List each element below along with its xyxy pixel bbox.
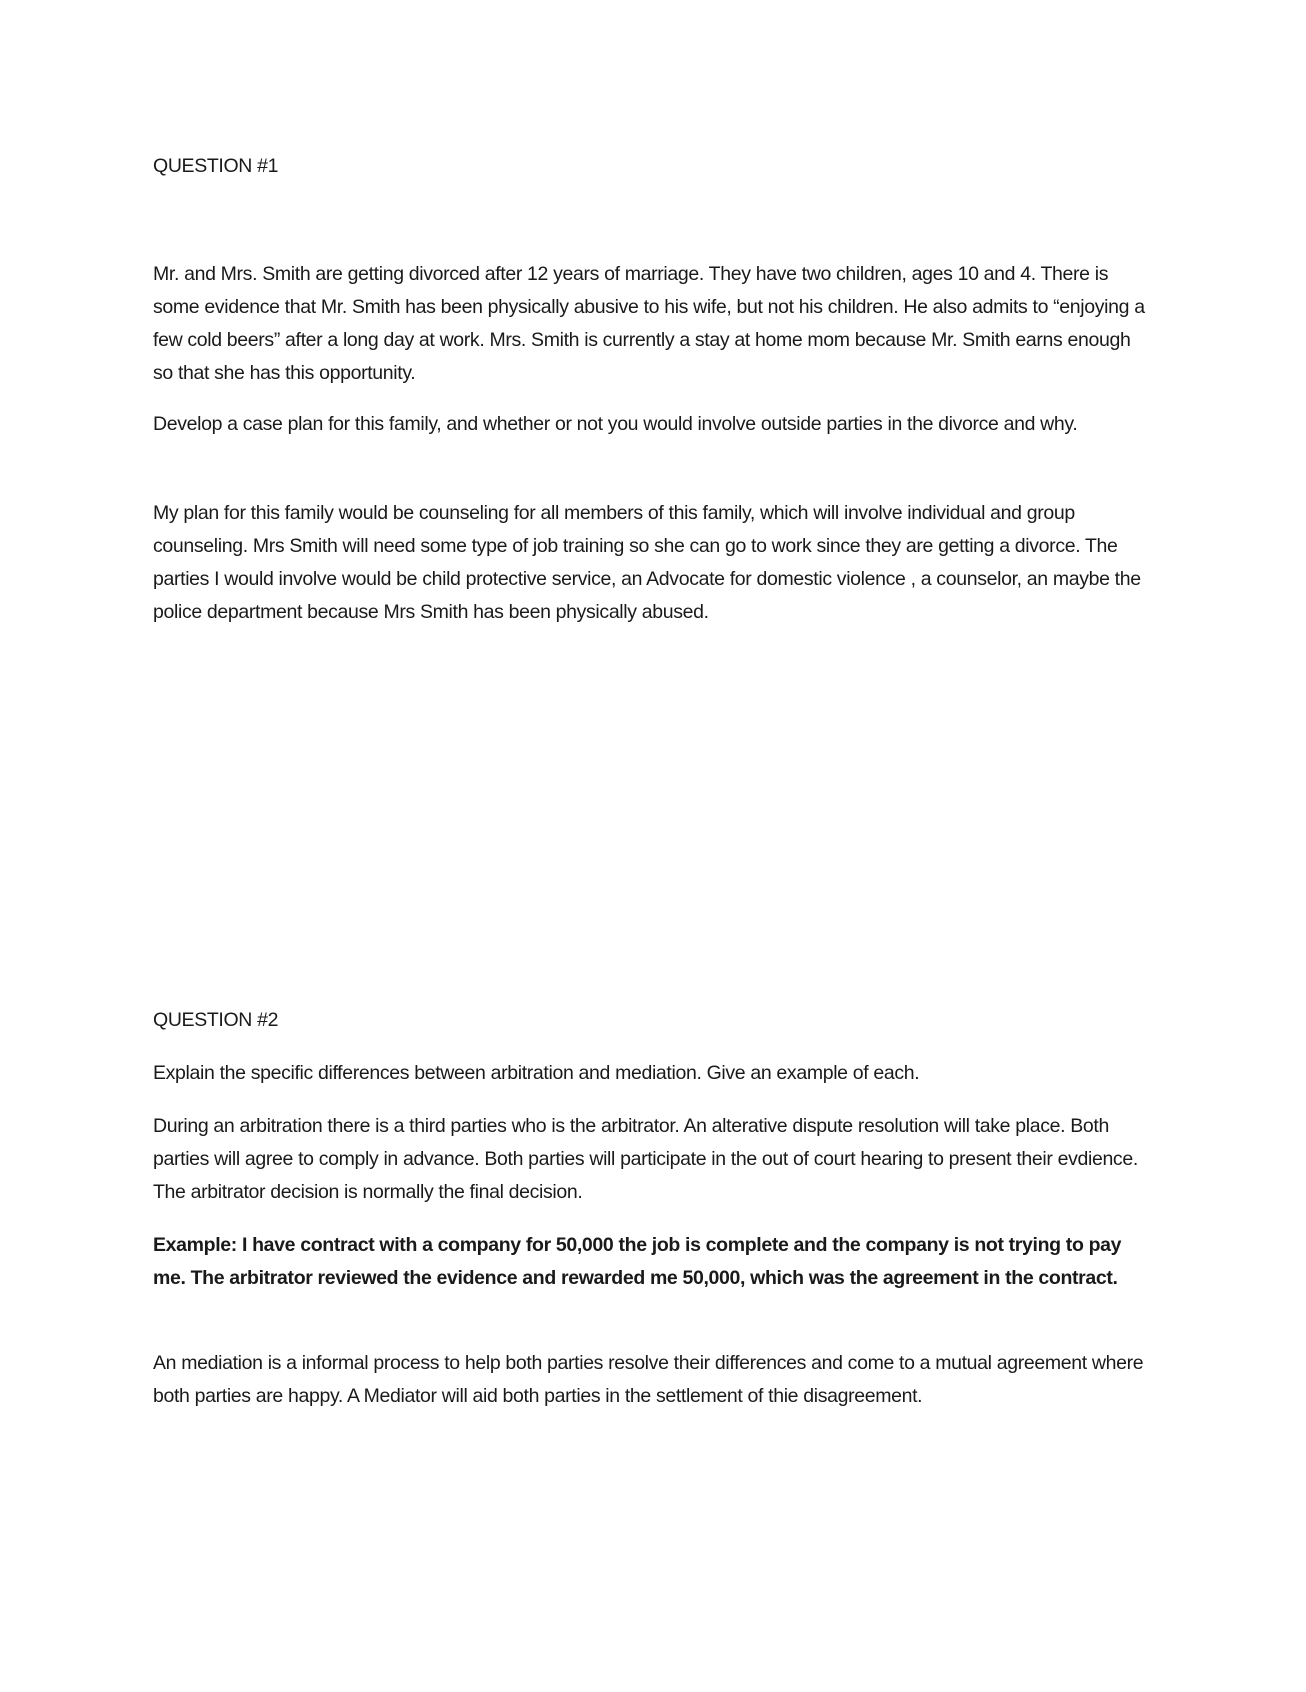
question-2-heading: QUESTION #2 [153, 1009, 279, 1031]
question-1-scenario: Mr. and Mrs. Smith are getting divorced after 12 years of marriage. They have two children, ages 10 and 4. There is some evidence that Mr. Smith has been physically abusive to his wife, but not his children. He also admits to “enjoying a few cold beers” after a long day at work. Mrs. Smith is currently a stay at home mom because Mr. Smith earns enough so that she has this opportunity. [153, 263, 1145, 384]
question-1-heading: QUESTION #1 [153, 155, 279, 177]
question-2-prompt: Explain the specific differences between arbitration and mediation. Give an example of each. [153, 1062, 920, 1084]
question-1-prompt: Develop a case plan for this family, and whether or not you would involve outside parties in the divorce and why. [153, 413, 1078, 435]
question-2-arbitration-answer: During an arbitration there is a third parties who is the arbitrator. An alterative dispute resolution will take place. Both parties will agree to comply in advance. Both parties will participate in the out of court hearing to present their evdience. The arbitrator decision is normally the final decision. [153, 1115, 1138, 1203]
question-2-mediation-answer: An mediation is a informal process to help both parties resolve their differences and come to a mutual agreement where both parties are happy. A Mediator will aid both parties in the settlement of thie disagreement. [153, 1352, 1144, 1407]
question-2-arbitration-example: Example: I have contract with a company for 50,000 the job is complete and the company is not trying to pay me. The arbitrator reviewed the evidence and rewarded me 50,000, which was the agreement in the contract. [153, 1234, 1122, 1289]
question-1-answer: My plan for this family would be counseling for all members of this family, which will involve individual and group counseling. Mrs Smith will need some type of job training so she can go to work since they are getting a divorce. The parties I would involve would be child protective service, an Advocate for domestic violence , a counselor, an maybe the police department because Mrs Smith has been physically abused. [153, 502, 1141, 623]
